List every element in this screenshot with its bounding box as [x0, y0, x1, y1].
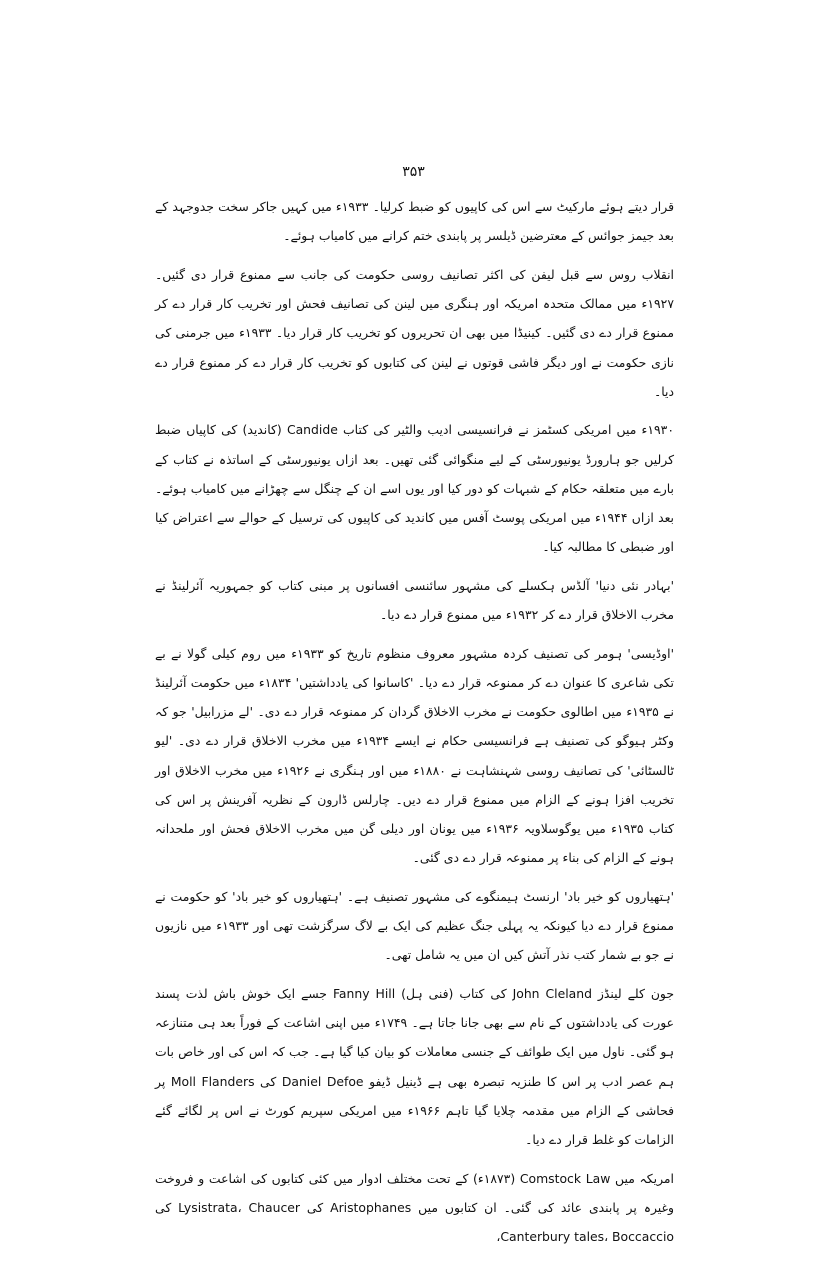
paragraph: 'ہتھیاروں کو خیر باد' ارنسٹ ہیمنگوے کی مشہور تصنیف ہے۔ 'ہتھیاروں کو خیر باد' کو حکومت نے ممنوع قرار دے دیا کیونکہ یہ پہلی جنگ عظیم کی ایک بے لاگ سرگزشت تھی اور ۱۹۳۳ء میں نازیوں نے جو بے شمار کتب نذر آتش کیں ان میں یہ شامل تھی۔ — [155, 888, 675, 963]
paragraph: ۱۹۳۰ء میں امریکی کسٹمز نے فرانسیسی ادیب والٹیر کی کتاب Candide (کاندید) کی کاپیاں ضبط کرلیں جو ہارورڈ یونیورسٹی کے لیے منگوائی گئی تھیں۔ بعد ازاں یونیورسٹی کے اساتذہ نے کتاب کے بارے میں متعلقہ حکام کے شبہات کو دور کیا اور یوں اسے ان کے چنگل سے چھڑانے میں کامیاب ہوئے۔ بعد ازاں ۱۹۴۴ء میں امریکی پوسٹ آفس میں کاندید کی کاپیوں کی ترسیل کے حوالے سے اعتراض کیا اور ضبطی کا مطالبہ کیا۔ — [155, 422, 675, 555]
paragraph: 'بہادر نئی دنیا' آلڈس ہکسلے کی مشہور سائنسی افسانوں پر مبنی کتاب کو جمہوریہ آئرلینڈ نے مخرب الاخلاق قرار دے کر ۱۹۳۲ء میں ممنوع قرار دے دیا۔ — [155, 577, 674, 623]
paragraph: امریکہ میں Comstock Law (۱۸۷۳ء) کے تحت مختلف ادوار میں کئی کتابوں کی اشاعت و فروخت وغیرہ پر پابندی عائد کی گئی۔ ان کتابوں میں Aristophanes کی Lysistrata، Chaucer کی Canterbury tales، Boccaccio، — [155, 1170, 675, 1245]
page-body — [155, 192, 674, 1261]
paragraph: قرار دیتے ہوئے مارکیٹ سے اس کی کاپیوں کو ضبط کرلیا۔ ۱۹۳۳ء میں کہیں جاکر سخت جدوجہد کے بعد جیمز جوائس کے معترضین ڈیلسر پر پابندی ختم کرانے میں کامیاب ہوئے۔ — [155, 199, 674, 244]
page-number: ۳۵۳ — [402, 164, 425, 180]
paragraph: جون کلے لینڈز John Cleland کی کتاب (فنی ہل) Fanny Hill جسے ایک خوش باش لذت پسند عورت کی یادداشتوں کے نام سے بھی جانا جاتا ہے۔ ۱۷۴۹ء میں اپنی اشاعت کے فوراً بعد ہی متنازعہ ہو گئی۔ ناول میں ایک طوائف کے جنسی معاملات کو بیان کیا گیا ہے۔ جب کہ اس کی اور خاص بات ہم عصر ادب پر اس کا طنزیہ تبصرہ بھی ہے ڈینیل ڈیفو Daniel Defoe کی Moll Flanders پر فحاشی کے الزام میں مقدمہ چلایا گیا تاہم ۱۹۶۶ء میں امریکی سپریم کورٹ نے اس پر لگائے گئے الزامات کو غلط قرار دے دیا۔ — [155, 986, 675, 1148]
paragraph: انقلاب روس سے قبل لیفن کی اکثر تصانیف روسی حکومت کی جانب سے ممنوع قرار دی گئیں۔ ۱۹۲۷ء میں ممالک متحدہ امریکہ اور ہنگری میں لینن کی تصانیف فحش اور تخریب کار قرار دے کر ممنوع قرار دے دی گئیں۔ کینیڈا میں بھی ان تحریروں کو تخریب کار قرار دیا۔ ۱۹۳۳ء میں جرمنی کی نازی حکومت نے اور دیگر فاشی قوتوں نے لینن کی کتابوں کو تخریب کار قرار دے کر ممنوع قرار دے دیا۔ — [155, 266, 674, 399]
paragraph: 'اوڈیسی' ہومر کی تصنیف کردہ مشہور معروف منظوم تاریخ کو ۱۹۳۳ء میں روم کیلی گولا نے بے تکی شاعری کا عنوان دے کر ممنوعہ قرار دے دیا۔ 'کاسانوا کی یادداشتیں' ۱۸۳۴ء میں حکومت آئرلینڈ نے ۱۹۳۵ء میں اطالوی حکومت نے مخرب الاخلاق گردان کر ممنوعہ قرار دے دی۔ 'لے مزرابیل' جو کہ وکٹر ہیوگو کی تصنیف ہے فرانسیسی حکام نے ایسے ۱۹۳۴ء میں مخرب الاخلاق قرار دے دی۔ 'لیو ٹالسٹائی' کی تصانیف روسی شہنشاہت نے ۱۸۸۰ء میں اور ہنگری نے ۱۹۲۶ء میں مخرب الاخلاق اور تخریب افزا ہونے کے الزام میں ممنوع قرار دے دیں۔ چارلس ڈارون کے نظریہ آفرینش پر اس کی کتاب ۱۹۳۵ء میں یوگوسلاویہ ۱۹۳۶ء میں یونان اور دیلی گن میں مخرب الاخلاق فحش اور ملحدانہ ہونے کے الزام کی بناء پر ممنوعہ قرار دے دی گئی۔ — [155, 645, 675, 866]
